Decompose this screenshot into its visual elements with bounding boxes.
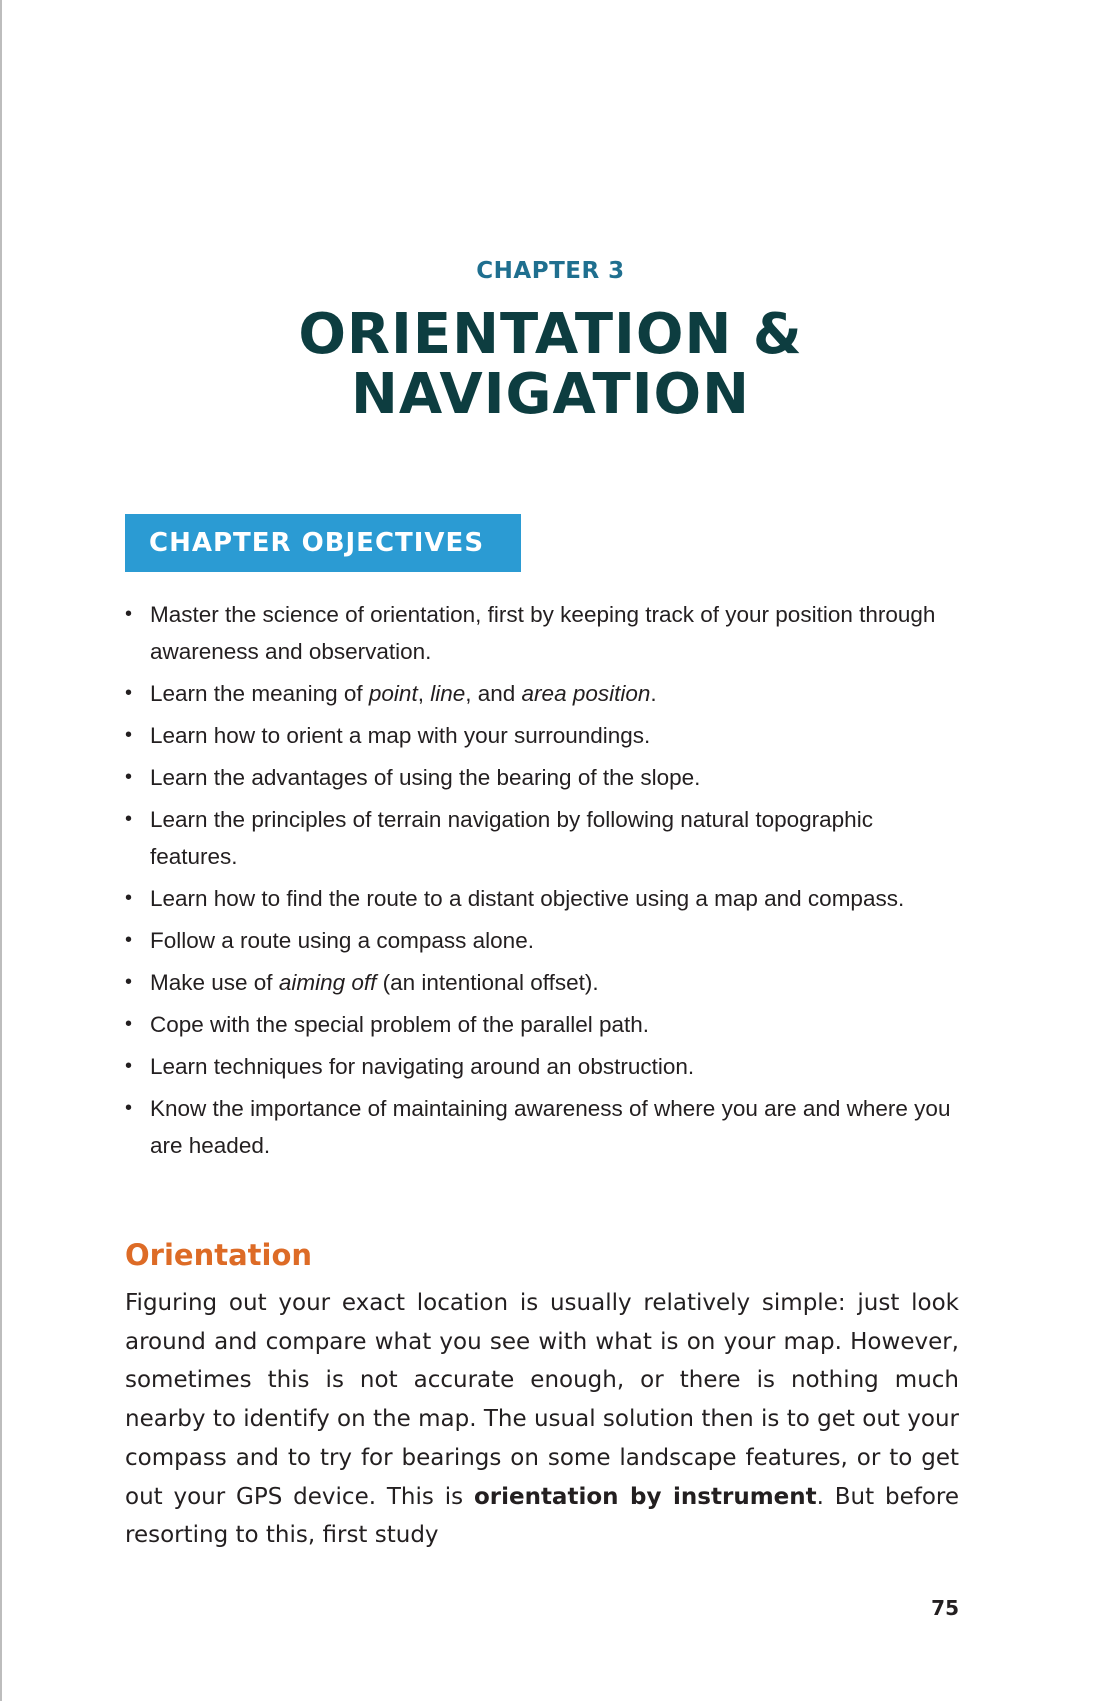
chapter-title-line-2: NAVIGATION (350, 362, 751, 427)
objective-item (125, 964, 965, 1001)
chapter-title-line-1: ORIENTATION & (298, 302, 803, 367)
bullet-icon: • (125, 808, 133, 830)
objective-text: Know the importance of maintaining awareness of where you are and where you are headed. (150, 1096, 951, 1158)
objectives-banner: CHAPTER OBJECTIVES (125, 514, 521, 572)
objective-text: Make use of aiming off (an intentional offset). (150, 970, 599, 995)
term-aiming-off: aiming off (278, 970, 377, 995)
bullet-icon: • (125, 929, 133, 951)
objective-text: Learn techniques for navigating around an obstruction. (150, 1054, 695, 1079)
objective-item (125, 596, 965, 670)
objective-text: Cope with the special problem of the parallel path. (150, 1012, 650, 1037)
bullet-icon: • (125, 724, 133, 746)
objective-text: Learn how to orient a map with your surroundings. (150, 723, 651, 748)
bullet-icon: • (125, 1097, 133, 1119)
objectives-list (125, 596, 965, 1169)
objective-item (125, 759, 965, 796)
objective-text: Master the science of orientation, first by keeping track of your position through awareness and observation. (150, 602, 936, 664)
objective-item (125, 1048, 965, 1085)
term-orientation-by-instrument: orientation by instrument (473, 1483, 817, 1510)
term-point: point (368, 681, 418, 706)
term-area-position: area position (521, 681, 651, 706)
bullet-icon: • (125, 971, 133, 993)
term-line: line (430, 681, 466, 706)
bullet-icon: • (125, 1013, 133, 1035)
objective-text: Learn the advantages of using the bearing of the slope. (150, 765, 701, 790)
chapter-label: CHAPTER 3 (476, 258, 625, 284)
section-heading: Orientation (125, 1238, 313, 1272)
objective-item (125, 1006, 965, 1043)
objective-item (125, 1090, 965, 1164)
objective-text: Learn the meaning of point, line, and area position. (150, 681, 657, 706)
objective-item (125, 880, 965, 917)
objective-item (125, 717, 965, 754)
bullet-icon: • (125, 1055, 133, 1077)
chapter-title (0, 302, 1101, 427)
page-left-edge (0, 0, 2, 1701)
objective-item (125, 922, 965, 959)
bullet-icon: • (125, 682, 133, 704)
bullet-icon: • (125, 603, 133, 625)
bullet-icon: • (125, 887, 133, 909)
objective-item (125, 675, 965, 712)
page-number: 75 (931, 1596, 959, 1620)
objective-text: Follow a route using a compass alone. (150, 928, 534, 953)
body-paragraph: Figuring out your exact location is usually relatively simple: just look around and compare what you see with what is on your map. However, sometimes this is not accurate enough, or there is nothing much nearby to identify on the map. The usual solution then is to get out your compass and to try for bearings on some landscape features, or to get out your GPS device. This is orientation by instrument. But before resorting to this, first study (125, 1290, 960, 1549)
bullet-icon: • (125, 766, 133, 788)
objective-item (125, 801, 965, 875)
objective-text: Learn the principles of terrain navigation by following natural topographic features. (150, 807, 873, 869)
objective-text: Learn how to find the route to a distant objective using a map and compass. (150, 886, 905, 911)
